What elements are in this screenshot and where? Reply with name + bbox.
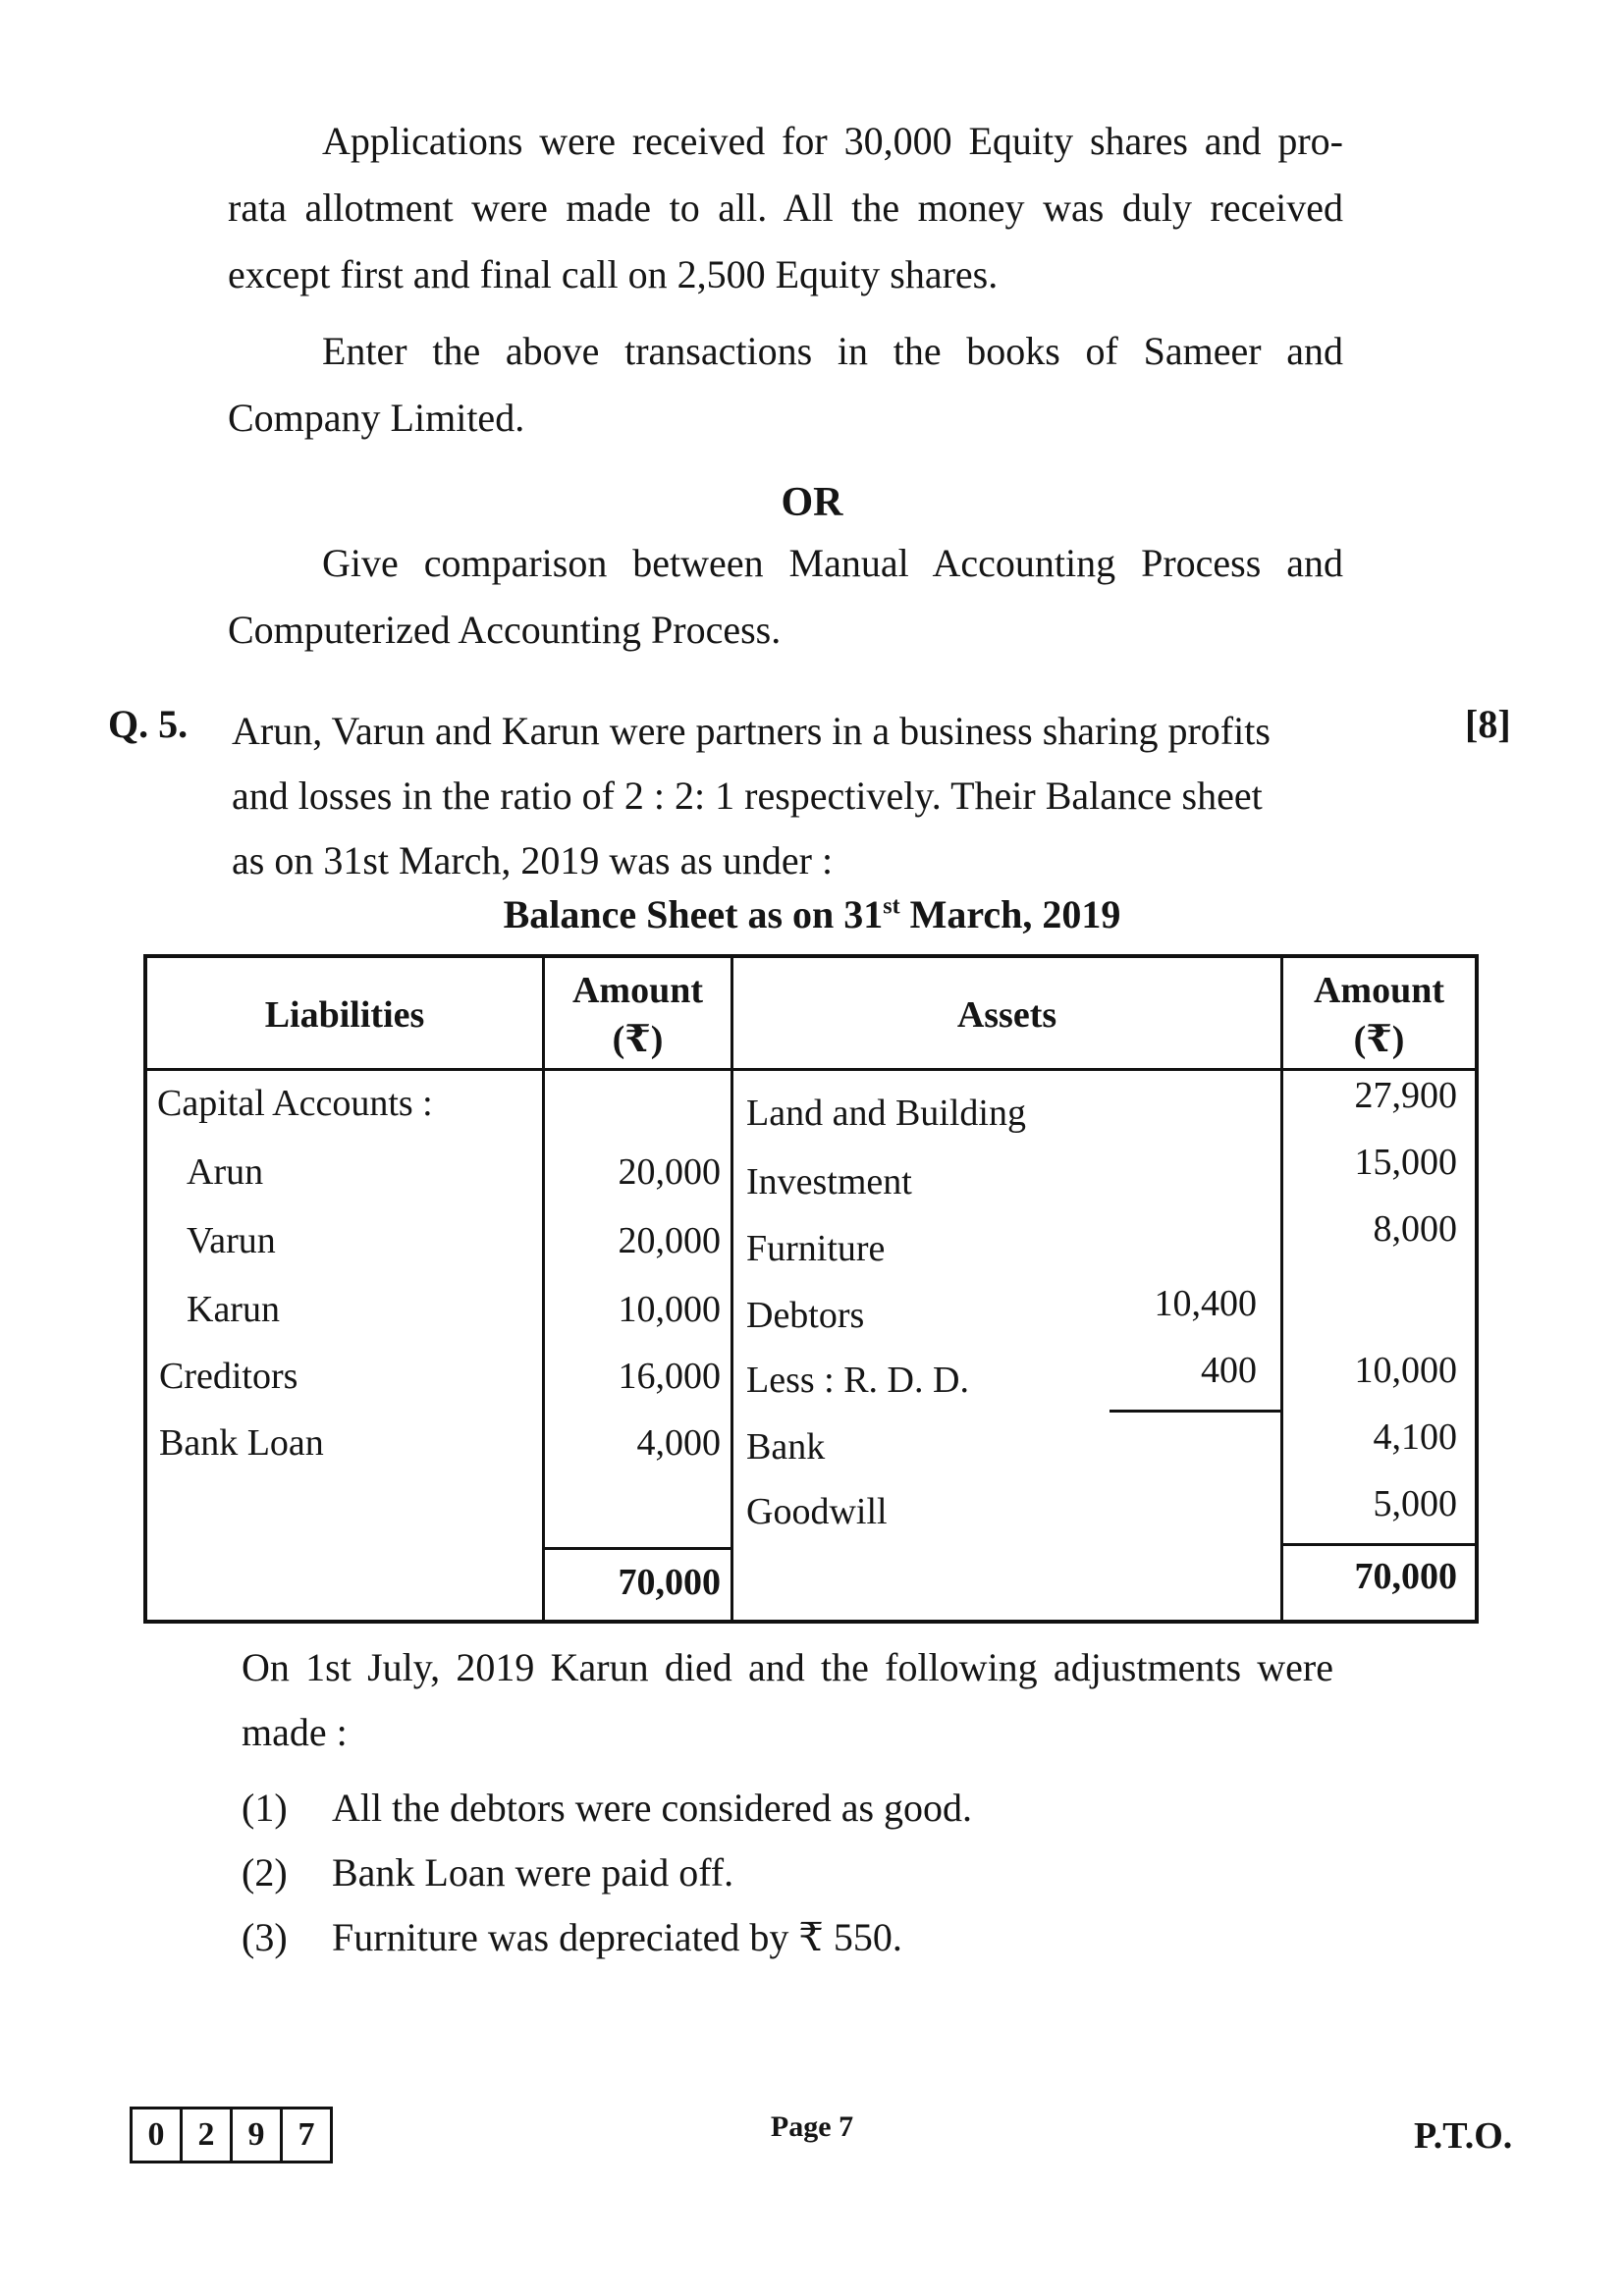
paper-code-digit: 0 [133,2109,183,2161]
page-number: Page 7 [770,2110,854,2143]
paper-code-digit: 9 [233,2109,283,2161]
liability-label: Arun [187,1151,264,1193]
balance-sheet-table [143,954,1479,1624]
adjustments-intro: On 1st July, 2019 Karun died and the following adjustments were made : [242,1645,1333,1754]
liability-amount: 4,000 [636,1422,721,1464]
alternative-question: Give comparison between Manual Accounting Process and Computerized Accounting Process. [228,541,1343,652]
liability-label: Bank Loan [159,1422,324,1464]
paper-code-digit: 7 [298,2116,315,2153]
asset-inner-amount: 10,400 [1154,1283,1257,1324]
asset-amount: 4,100 [1373,1416,1457,1458]
adjustment-item: (1) All the debtors were considered as good. [242,1786,973,1830]
liability-label: Varun [187,1220,276,1261]
adjustment-item: (3) Furniture was depreciated by ₹ 550. [242,1915,902,1959]
liabilities-total: 70,000 [618,1562,721,1603]
adjustment-item: (2) Bank Loan were paid off. [242,1850,734,1895]
header-liabilities-amount: Amount (₹) [571,970,704,1060]
asset-label: Debtors [746,1295,865,1336]
or-separator: OR [781,480,843,525]
question-text: Arun, Varun and Karun were partners in a business sharing profits and losses in the ratio of 2 : 2: 1 respectively. Their Balance sheet as on 31st March, 2019 was as under : [232,709,1271,882]
liability-amount: 20,000 [618,1151,721,1193]
asset-amount: 10,000 [1354,1350,1457,1391]
asset-amount: 27,900 [1354,1075,1457,1116]
intro-paragraph-2: Enter the above transactions in the books of Sameer and Company Limited. [228,329,1343,440]
question-marks: [8] [1465,702,1511,746]
asset-amount: 8,000 [1373,1208,1457,1250]
asset-label: Investment [746,1161,912,1202]
question-number: Q. 5. [108,702,189,746]
assets-total: 70,000 [1354,1556,1457,1597]
asset-label: Furniture [746,1228,886,1269]
asset-inner-amount: 400 [1201,1350,1257,1391]
header-assets: Assets [956,994,1057,1036]
liability-label: Capital Accounts : [157,1083,433,1124]
asset-label: Less : R. D. D. [746,1360,969,1401]
asset-label: Goodwill [746,1491,888,1532]
liability-amount: 16,000 [618,1356,721,1397]
asset-amount: 15,000 [1354,1142,1457,1183]
pto-label: P.T.O. [1414,2115,1513,2157]
asset-label: Bank [746,1426,826,1468]
liability-amount: 20,000 [618,1220,721,1261]
asset-label: Land and Building [746,1093,1026,1134]
liability-label: Creditors [159,1356,298,1397]
liability-label: Karun [187,1289,280,1330]
liability-amount: 10,000 [618,1289,721,1330]
paper-code-digit: 2 [183,2109,233,2161]
balance-sheet-title: Balance Sheet as on 31st March, 2019 [503,892,1121,936]
intro-paragraph-1: Applications were received for 30,000 Equity shares and pro-rata allotment were made to all. All the money was duly received except first and final call on 2,500 Equity shares. [228,119,1343,296]
header-assets-amount: Amount (₹) [1313,970,1445,1060]
header-liabilities: Liabilities [264,994,425,1036]
asset-amount: 5,000 [1373,1483,1457,1524]
